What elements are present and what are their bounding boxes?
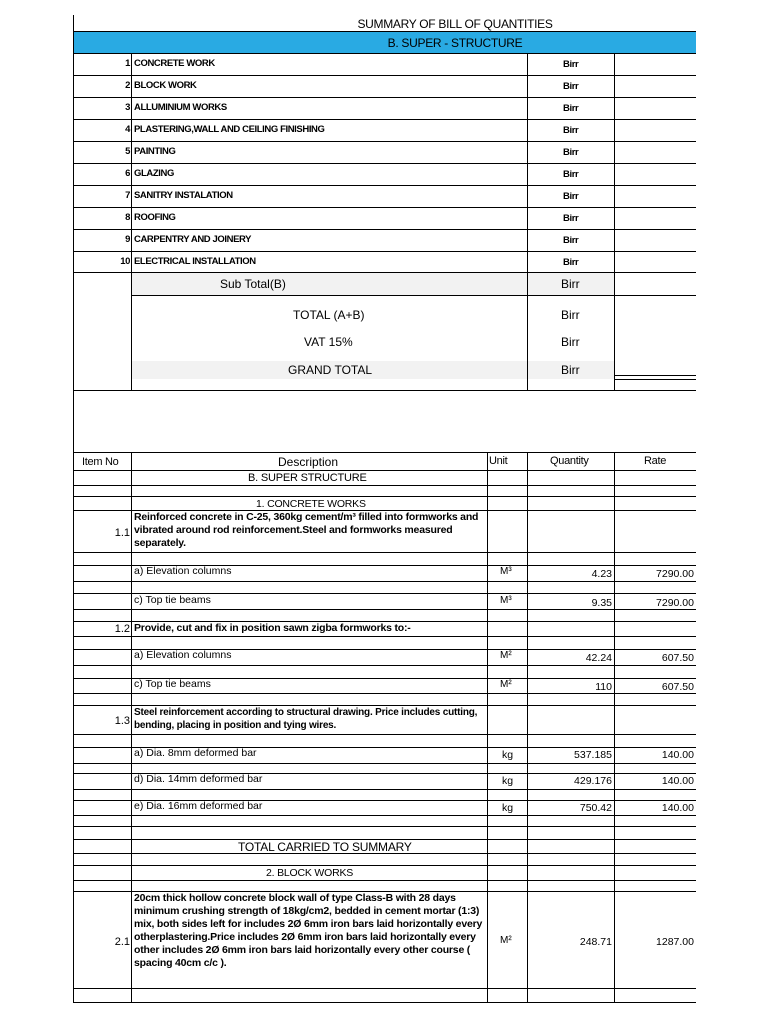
total-label: TOTAL (A+B) bbox=[293, 308, 365, 322]
header-rate: Rate bbox=[644, 455, 667, 467]
header-quantity: Quantity bbox=[550, 455, 589, 467]
concrete-works-title: 1. CONCRETE WORKS bbox=[256, 498, 366, 510]
quantity-cell: 248.71 bbox=[579, 936, 612, 948]
total-currency: Birr bbox=[561, 308, 580, 322]
item-number: 1.2 bbox=[114, 623, 130, 635]
unit-cell: M² bbox=[500, 935, 512, 946]
grand-total-label: GRAND TOTAL bbox=[288, 363, 373, 377]
section-header: B. SUPER - STRUCTURE bbox=[387, 36, 523, 50]
item-description: Steel reinforcement according to structural drawing. Price includes cutting, bending, placing in position and tying wires. bbox=[134, 707, 478, 731]
subtotal-currency: Birr bbox=[561, 277, 580, 291]
item-description: Reinforced concrete in C-25, 360kg cement/m³ filled into formworks and vibrated around rod reinforcement.Steel and formworks measured separately. bbox=[134, 511, 479, 549]
item-description: Provide, cut and fix in position sawn zigba formworks to:- bbox=[134, 622, 411, 634]
item-number: 1.1 bbox=[114, 527, 130, 539]
total-carried-label: TOTAL CARRIED TO SUMMARY bbox=[238, 840, 412, 854]
header-unit: Unit bbox=[489, 455, 508, 467]
item-description: 20cm thick hollow concrete block wall of type Class-B with 28 days minimum crushing strength of 18kg/cm2, bedded in cement mortar (1:3) mix, both sides left for includes 2Ø 6mm iron bars laid horizontally every otherplastering.Price includes 2Ø 6mm iron bars laid horizontally every other includes 2Ø 6mm iron bars laid horizontally every other course ( spacing 40cm c/c ). bbox=[134, 892, 483, 969]
block-works-title: 2. BLOCK WORKS bbox=[266, 867, 354, 879]
header-description: Description bbox=[278, 455, 339, 469]
grand-total-currency: Birr bbox=[561, 363, 580, 377]
section-title: B. SUPER STRUCTURE bbox=[248, 472, 367, 484]
header-item-no: Item No bbox=[82, 456, 119, 468]
summary-title: SUMMARY OF BILL OF QUANTITIES bbox=[357, 17, 553, 31]
item-number: 1.3 bbox=[114, 715, 130, 727]
vat-currency: Birr bbox=[561, 335, 580, 349]
rate-cell: 1287.00 bbox=[656, 936, 694, 948]
subtotal-label: Sub Total(B) bbox=[220, 277, 286, 291]
vat-label: VAT 15% bbox=[304, 335, 353, 349]
item-number: 2.1 bbox=[114, 936, 130, 948]
